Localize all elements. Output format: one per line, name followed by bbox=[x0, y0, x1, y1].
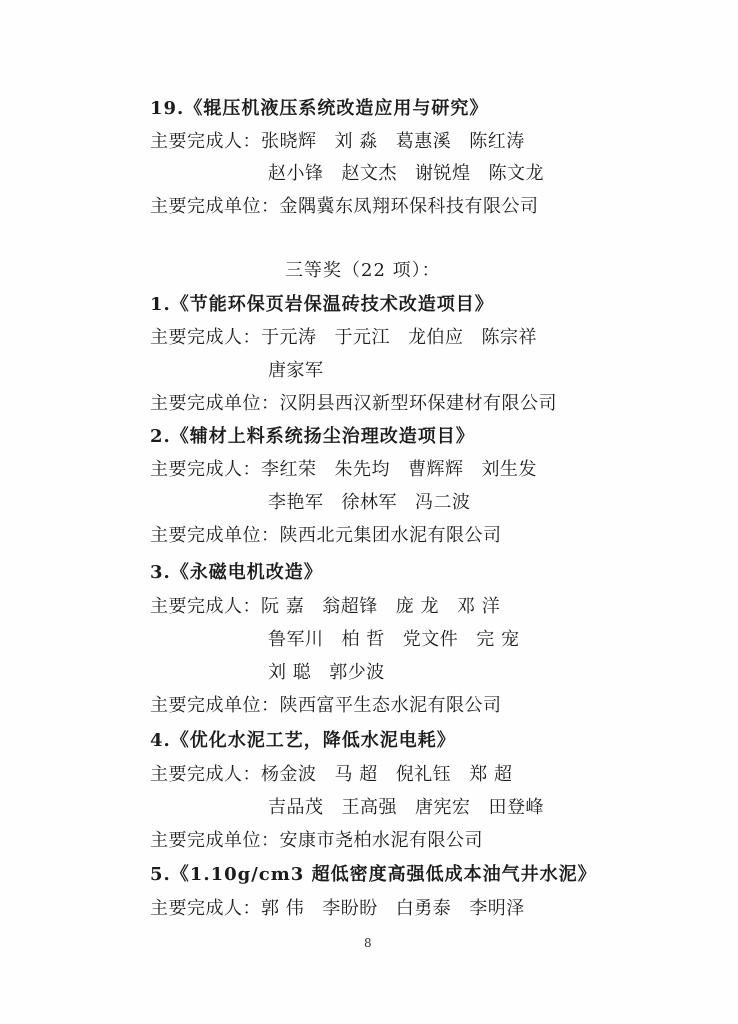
award-persons-row2 bbox=[268, 358, 342, 384]
person-name: 李明泽 bbox=[469, 898, 525, 919]
award-19-unit bbox=[150, 194, 539, 220]
person-name: 阮 嘉 bbox=[261, 596, 305, 617]
award-unit bbox=[150, 523, 502, 549]
person-name: 朱先均 bbox=[334, 459, 390, 480]
unit-name: 陕西富平生态水泥有限公司 bbox=[279, 695, 502, 716]
unit-label: 主要完成单位： bbox=[150, 196, 280, 217]
person-name: 张晓辉 bbox=[261, 131, 317, 152]
award-persons-row1 bbox=[150, 325, 555, 351]
person-name: 党文件 bbox=[402, 629, 459, 650]
award-persons-row1 bbox=[150, 457, 555, 483]
person-name: 赵文杰 bbox=[341, 163, 397, 184]
award-title: 1.《节能环保页岩保温砖技术改造项目》 bbox=[150, 294, 494, 315]
person-name: 郭少波 bbox=[329, 662, 385, 683]
person-name: 倪礼钰 bbox=[395, 764, 452, 785]
person-name: 龙伯应 bbox=[408, 327, 464, 348]
person-name: 田登峰 bbox=[488, 797, 544, 818]
person-name: 葛惠溪 bbox=[395, 131, 452, 152]
person-name: 庞 龙 bbox=[395, 596, 439, 617]
person-name: 郑 超 bbox=[469, 764, 513, 785]
award-title: 4.《优化水泥工艺，降低水泥电耗》 bbox=[150, 730, 456, 751]
unit-label: 主要完成单位： bbox=[150, 393, 280, 414]
person-name: 杨金波 bbox=[261, 764, 317, 785]
award-persons-row2 bbox=[268, 627, 537, 653]
person-name: 李艳军 bbox=[268, 492, 324, 513]
person-name: 谢锐煌 bbox=[415, 163, 471, 184]
person-name: 于元江 bbox=[334, 327, 390, 348]
person-name: 刘 聪 bbox=[268, 662, 312, 683]
person-name: 刘生发 bbox=[481, 459, 537, 480]
person-name: 鲁军川 bbox=[268, 629, 324, 650]
person-name: 徐林军 bbox=[341, 492, 397, 513]
unit-name: 金隅冀东凤翔环保科技有限公司 bbox=[279, 196, 539, 217]
unit-name: 陕西北元集团水泥有限公司 bbox=[279, 525, 502, 546]
person-name: 李盼盼 bbox=[322, 898, 378, 919]
award-title: 3.《永磁电机改造》 bbox=[150, 562, 323, 583]
person-name: 刘 淼 bbox=[334, 131, 378, 152]
person-name: 赵小锋 bbox=[268, 163, 324, 184]
person-name: 翁超锋 bbox=[322, 596, 378, 617]
unit-name: 安康市尧柏水泥有限公司 bbox=[279, 830, 483, 851]
person-name: 陈文龙 bbox=[488, 163, 544, 184]
unit-label: 主要完成单位： bbox=[150, 830, 280, 851]
award-unit bbox=[150, 693, 502, 719]
person-name: 吉品茂 bbox=[268, 797, 324, 818]
person-name: 白勇泰 bbox=[395, 898, 452, 919]
person-name: 郭 伟 bbox=[261, 898, 305, 919]
person-name: 完 宠 bbox=[476, 629, 520, 650]
person-name: 王高强 bbox=[341, 797, 397, 818]
persons-label: 主要完成人： bbox=[150, 459, 261, 480]
award-19-title: 19.《辊压机液压系统改造应用与研究》 bbox=[150, 98, 489, 119]
award-unit bbox=[150, 391, 557, 417]
persons-label: 主要完成人： bbox=[150, 898, 261, 919]
award-19-persons-row2 bbox=[268, 161, 562, 187]
award-unit bbox=[150, 828, 483, 854]
unit-label: 主要完成单位： bbox=[150, 525, 280, 546]
unit-label: 主要完成单位： bbox=[150, 695, 280, 716]
award-persons-row1 bbox=[150, 762, 530, 788]
award-persons-row3 bbox=[268, 660, 403, 686]
section-heading: 三等奖（22 项）： bbox=[285, 260, 441, 281]
persons-label: 主要完成人： bbox=[150, 131, 261, 152]
persons-label: 主要完成人： bbox=[150, 327, 261, 348]
award-persons-row2 bbox=[268, 490, 489, 516]
person-name: 陈宗祥 bbox=[481, 327, 537, 348]
person-name: 李红荣 bbox=[261, 459, 317, 480]
person-name: 陈红涛 bbox=[469, 131, 525, 152]
person-name: 邓 洋 bbox=[456, 596, 501, 617]
page-number: 8 bbox=[364, 936, 372, 950]
person-name: 曹辉辉 bbox=[408, 459, 464, 480]
person-name: 冯二波 bbox=[415, 492, 471, 513]
award-title: 5.《1.10g/cm3 超低密度高强低成本油气井水泥》 bbox=[150, 864, 597, 885]
award-persons-row2 bbox=[268, 795, 562, 821]
person-name: 唐家军 bbox=[268, 360, 324, 381]
award-persons-row1 bbox=[150, 896, 543, 922]
person-name: 马 超 bbox=[334, 764, 378, 785]
unit-name: 汉阴县西汉新型环保建材有限公司 bbox=[279, 393, 557, 414]
award-19-persons-row1 bbox=[150, 129, 543, 155]
persons-label: 主要完成人： bbox=[150, 596, 261, 617]
person-name: 柏 哲 bbox=[341, 629, 385, 650]
persons-label: 主要完成人： bbox=[150, 764, 261, 785]
award-title: 2.《辅材上料系统扬尘治理改造项目》 bbox=[150, 426, 475, 447]
person-name: 唐宪宏 bbox=[415, 797, 471, 818]
award-persons-row1 bbox=[150, 594, 518, 620]
person-name: 于元涛 bbox=[261, 327, 317, 348]
